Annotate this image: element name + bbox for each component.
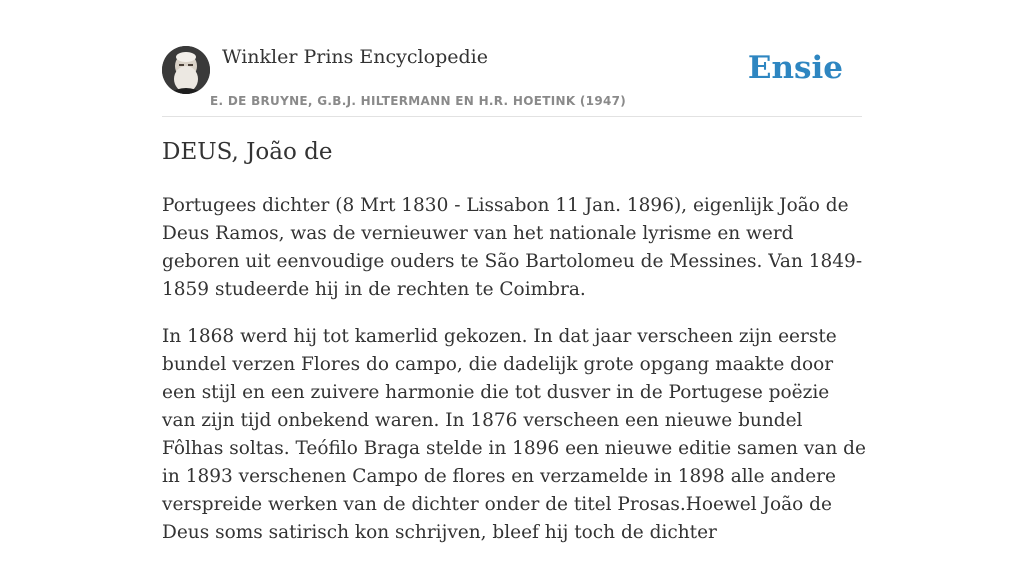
source-header <box>162 44 862 117</box>
article-paragraph: Portugees dichter (8 Mrt 1830 - Lissabon 11 Jan. 1896), eigenlijk João de Deus Ramos, was de vernieuwer van het nationale lyrisme en werd geboren uit eenvoudige ouders te São Bartolomeu de Messines. Van 1849-1859 studeerde hij in de rechten te Coimbra. <box>162 195 863 300</box>
bearded-portrait-icon <box>162 46 210 94</box>
article-body <box>162 192 867 566</box>
source-avatar[interactable] <box>162 46 210 94</box>
article-paragraph: In 1868 werd hij tot kamerlid gekozen. In dat jaar verscheen zijn eerste bundel verzen Flores do campo, die dadelijk grote opgang maakte door een stijl en een zuivere harmonie die tot dusver in de Portugese poëzie van zijn tijd onbekend waren. In 1876 verscheen een nieuwe bundel Fôlhas soltas. Teófilo Braga stelde in 1896 een nieuwe editie samen van de in 1893 verschenen Campo de flores en verzamelde in 1898 alle andere verspreide werken van de dichter onder de titel Prosas.Hoewel João de Deus soms satirisch kon schrijven, bleef hij toch de dichter <box>162 326 866 543</box>
article-title: DEUS, João de <box>162 139 333 165</box>
source-title[interactable]: Winkler Prins Encyclopedie <box>222 46 488 68</box>
source-authors: E. DE BRUYNE, G.B.J. HILTERMANN EN H.R. HOETINK (1947) <box>210 94 627 108</box>
brand-logo[interactable]: Ensie <box>747 50 843 86</box>
